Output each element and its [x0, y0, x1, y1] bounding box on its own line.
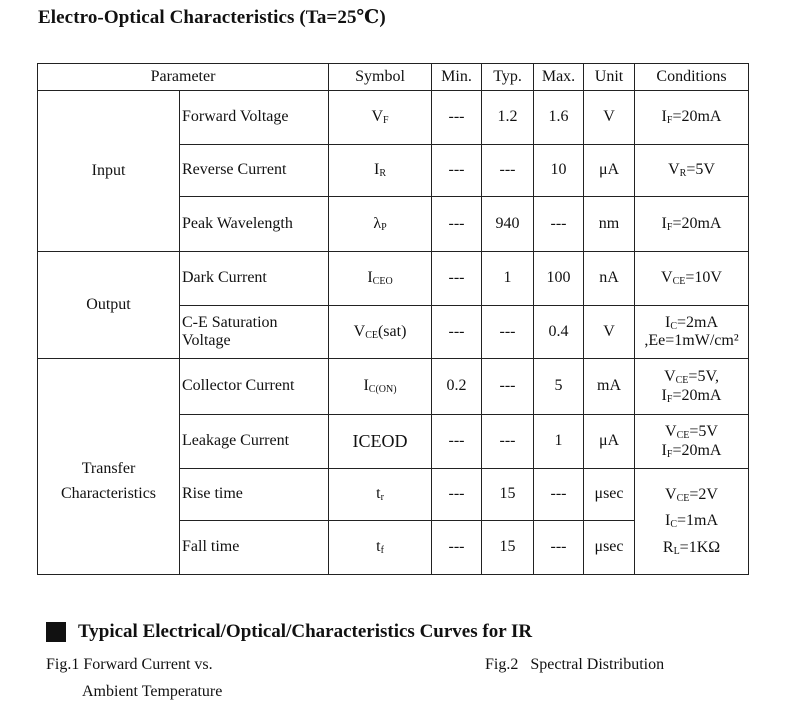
header-parameter: Parameter	[38, 64, 329, 91]
min-cell: 0.2	[432, 359, 482, 415]
group-transfer: Transfer Characteristics	[38, 359, 180, 575]
symbol-cell: ICEOD	[329, 415, 432, 469]
table-row	[38, 91, 749, 145]
typ-cell: 15	[482, 521, 534, 575]
conditions-cell: $V_{CE}=10V$	[635, 252, 749, 306]
typ-cell: 940	[482, 197, 534, 252]
min-cell: ---	[432, 306, 482, 359]
table-row	[38, 252, 749, 306]
header-unit: Unit	[584, 64, 635, 91]
symbol-cell: $t_r$	[329, 469, 432, 521]
min-cell: ---	[432, 521, 482, 575]
table-row	[38, 359, 749, 415]
symbol-cell: $I_{CEO}$	[329, 252, 432, 306]
characteristics-table	[37, 63, 749, 575]
param-cell: Collector Current	[180, 359, 329, 415]
header-min: Min.	[432, 64, 482, 91]
min-cell: ---	[432, 415, 482, 469]
unit-cell: μA	[584, 145, 635, 197]
page-title: Electro-Optical Characteristics (Ta=25℃)	[38, 7, 386, 28]
typ-cell: ---	[482, 359, 534, 415]
header-max: Max.	[534, 64, 584, 91]
group-output: Output	[38, 252, 180, 359]
typ-cell: ---	[482, 145, 534, 197]
symbol-cell: $t_f$	[329, 521, 432, 575]
conditions-cell: $I_F=20mA$	[635, 197, 749, 252]
max-cell: 1.6	[534, 91, 584, 145]
symbol-cell: $V_{CE}(sat)$	[329, 306, 432, 359]
param-cell: Dark Current	[180, 252, 329, 306]
symbol-cell: $V_F$	[329, 91, 432, 145]
param-cell: Forward Voltage	[180, 91, 329, 145]
section-heading-text: Typical Electrical/Optical/Characteristics Curves for IR	[78, 621, 533, 642]
section-heading	[46, 621, 532, 643]
unit-cell: V	[584, 91, 635, 145]
max-cell: 0.4	[534, 306, 584, 359]
symbol-cell: $\lambda_P$	[329, 197, 432, 252]
param-cell: C-E Saturation Voltage	[180, 306, 329, 359]
unit-cell: μsec	[584, 521, 635, 575]
header-conditions: Conditions	[635, 64, 749, 91]
typ-cell: ---	[482, 415, 534, 469]
typ-cell: 1.2	[482, 91, 534, 145]
header-row	[38, 64, 749, 91]
conditions-cell: $V_{CE}=5V$ $I_F=20mA$	[635, 415, 749, 469]
symbol-cell: $I_R$	[329, 145, 432, 197]
fig1-caption: Fig.1 Forward Current vs.	[46, 656, 213, 673]
unit-cell: nA	[584, 252, 635, 306]
conditions-cell: $I_C=2mA$ ,Ee=1mW/cm²	[635, 306, 749, 359]
max-cell: 100	[534, 252, 584, 306]
max-cell: 5	[534, 359, 584, 415]
typ-cell: 15	[482, 469, 534, 521]
min-cell: ---	[432, 91, 482, 145]
max-cell: ---	[534, 469, 584, 521]
min-cell: ---	[432, 197, 482, 252]
param-cell: Leakage Current	[180, 415, 329, 469]
unit-cell: V	[584, 306, 635, 359]
param-cell: Reverse Current	[180, 145, 329, 197]
fig2-caption: Fig.2 Spectral Distribution	[485, 656, 665, 673]
fig1-caption-line2: Ambient Temperature	[82, 683, 223, 700]
max-cell: ---	[534, 197, 584, 252]
max-cell: 1	[534, 415, 584, 469]
param-cell: Fall time	[180, 521, 329, 575]
min-cell: ---	[432, 252, 482, 306]
unit-cell: mA	[584, 359, 635, 415]
header-symbol: Symbol	[329, 64, 432, 91]
min-cell: ---	[432, 469, 482, 521]
conditions-cell: $V_R=5V$	[635, 145, 749, 197]
header-typ: Typ.	[482, 64, 534, 91]
unit-cell: μsec	[584, 469, 635, 521]
black-square-icon	[46, 622, 66, 642]
param-cell: Rise time	[180, 469, 329, 521]
group-input: Input	[38, 91, 180, 252]
max-cell: 10	[534, 145, 584, 197]
unit-cell: nm	[584, 197, 635, 252]
conditions-cell: $I_F=20mA$	[635, 91, 749, 145]
unit-cell: μA	[584, 415, 635, 469]
conditions-cell: $V_{CE}=5V$, $I_F=20mA$	[635, 359, 749, 415]
param-cell: Peak Wavelength	[180, 197, 329, 252]
conditions-cell: $V_{CE}=2V$ $I_C=1mA$ $R_L=1K\Omega$	[635, 469, 749, 575]
typ-cell: 1	[482, 252, 534, 306]
max-cell: ---	[534, 521, 584, 575]
min-cell: ---	[432, 145, 482, 197]
typ-cell: ---	[482, 306, 534, 359]
symbol-cell: $I_{C(ON)}$	[329, 359, 432, 415]
